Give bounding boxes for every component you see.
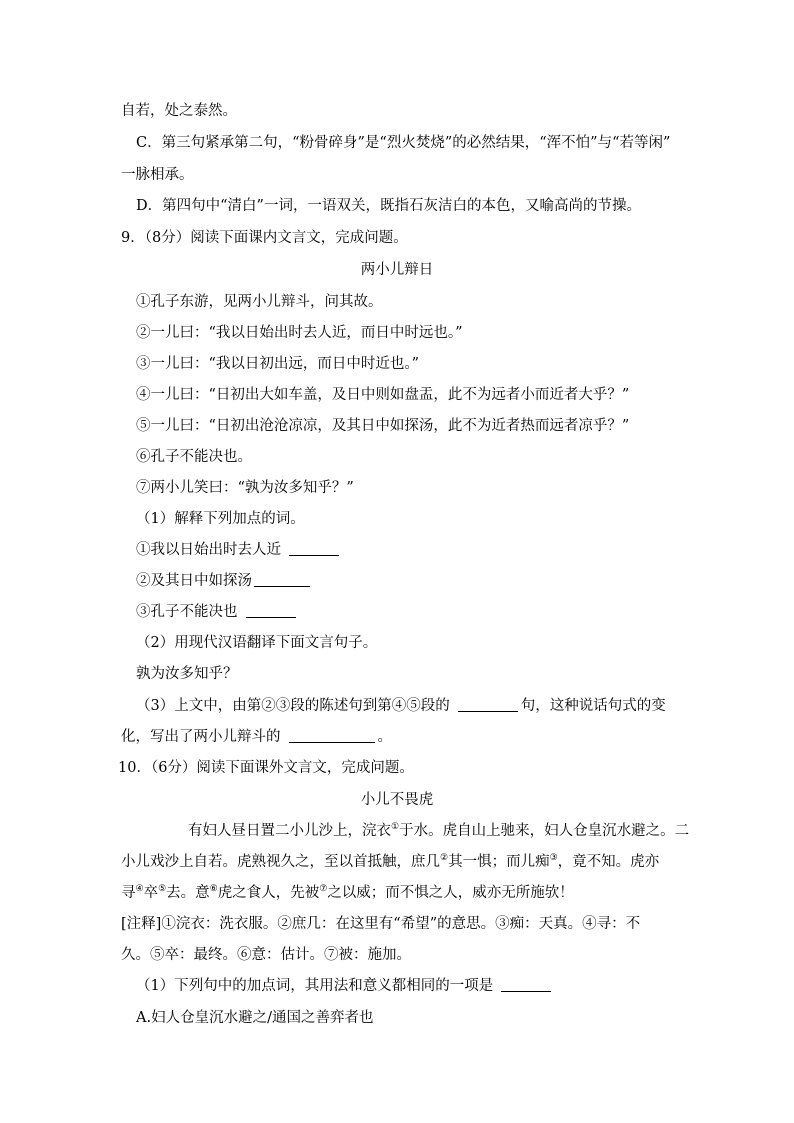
q8-line-top: 自若，处之泰然。	[121, 103, 237, 119]
q9-para-2: ②一儿曰：“我以日始出时去人近，而日中时远也。”	[136, 325, 463, 341]
q9-item-3-text: ③孔子不能决也	[136, 604, 238, 620]
q9-sub3-line1	[136, 696, 666, 716]
q9-item-1	[136, 540, 342, 560]
q10-text: 有妇人昼日置二小儿沙上，浣衣	[188, 823, 391, 839]
q10-text: 卒	[143, 885, 159, 901]
footnote-marker: ②	[440, 853, 449, 863]
q10-header: 10．（6分）阅读下面课外文言文，完成问题。	[118, 760, 414, 776]
answer-blank[interactable]	[246, 603, 296, 618]
q9-sub2-sentence: 孰为汝多知乎？	[136, 666, 238, 682]
q10-passage-line2	[121, 852, 659, 872]
answer-blank[interactable]	[254, 572, 310, 587]
q9-sub1: （1）解释下列加点的词。	[136, 511, 305, 527]
answer-blank[interactable]	[289, 541, 339, 556]
q9-para-5: ⑤一儿曰：“日初出沧沧凉凉，及其日中如探汤，此不为近者热而远者凉乎？”	[136, 418, 630, 434]
footnote-marker: ⑦	[319, 884, 328, 894]
q10-sub1-text: （1）下列句中的加点词，其用法和意义都相同的一项是	[136, 978, 494, 994]
footnote-marker: ①	[391, 822, 400, 832]
q10-text: 寻	[121, 885, 136, 901]
q9-sub2: （2）用现代汉语翻译下面文言句子。	[136, 635, 378, 651]
footnote-marker: ④	[135, 884, 144, 894]
q10-text: 于水。虎自山上驰来，妇人仓皇沉水避之。二	[399, 823, 690, 839]
q10-text: 虎之食人，先被	[217, 885, 320, 901]
q9-item-1-text: ①我以日始出时去人近	[136, 542, 281, 558]
q9-para-4: ④一儿曰：“日初出大如车盖，及日中则如盘盂，此不为远者小而近者大乎？”	[136, 387, 630, 403]
q10-option-a: A.妇人仓皇沉水避之/通国之善弈者也	[136, 1010, 374, 1026]
q10-sub1	[136, 976, 554, 996]
q8-option-d: D．第四句中“清白”一词，一语双关，既指石灰洁白的本色，又喻高尚的节操。	[136, 198, 641, 214]
q9-sub3-text-d: 。	[377, 729, 392, 745]
q10-text: 之以威；而不惧之人，威亦无所施欤！	[327, 885, 574, 901]
q9-item-3	[136, 602, 299, 622]
footnote-marker: ③	[549, 853, 558, 863]
q10-text: 其一惧；而儿痴	[448, 854, 550, 870]
q9-title: 两小儿辩日	[360, 262, 434, 278]
q9-sub3-line2	[121, 727, 392, 747]
q9-item-2	[136, 571, 313, 591]
q10-title: 小儿不畏虎	[360, 792, 434, 808]
q10-text: ，竟不知。虎亦	[557, 854, 660, 870]
q9-para-3: ③一儿曰：“我以日初出远，而日中时近也。”	[136, 356, 420, 372]
answer-blank[interactable]	[289, 728, 375, 743]
footnote-marker: ⑥	[209, 884, 218, 894]
answer-blank[interactable]	[458, 697, 518, 712]
q10-passage-line3	[121, 883, 574, 903]
q9-item-2-text: ②及其日中如探汤	[136, 573, 252, 589]
q9-para-6: ⑥孔子不能决也。	[136, 449, 252, 465]
q9-sub3-text-b: 句，这种说话句式的变	[520, 698, 666, 714]
q9-header: 9．（8分）阅读下面课内文言文，完成问题。	[121, 230, 408, 246]
q9-para-1: ①孔子东游，见两小儿辩斗，问其故。	[136, 294, 383, 310]
q9-sub3-text-a: （3）上文中，由第②③段的陈述句到第④⑤段的	[136, 698, 450, 714]
q10-notes-line2: 久。⑤卒：最终。⑥意：估计。⑦被：施加。	[121, 947, 411, 963]
q9-para-7: ⑦两小儿笑曰：“孰为汝多知乎？”	[136, 480, 354, 496]
q10-passage-line1	[188, 821, 689, 841]
q10-notes-line1: [注释]①浣衣：洗衣服。②庶几：在这里有“希望”的意思。③痴：天真。④寻：不	[121, 916, 641, 932]
q9-sub3-text-c: 化，写出了两小儿辩斗的	[121, 729, 281, 745]
q8-option-c-line2: 一脉相承。	[121, 167, 194, 183]
answer-blank[interactable]	[501, 977, 551, 992]
q10-text: 去。意	[166, 885, 210, 901]
footnote-marker: ⑤	[158, 884, 167, 894]
q8-option-c-line1: C．第三句紧承第二句，“粉骨碎身”是“烈火焚烧”的必然结果，“浑不怕”与“若等闲”	[136, 135, 671, 151]
q10-text: 小儿戏沙上自若。虎熟视久之，至以首抵触，庶几	[121, 854, 440, 870]
